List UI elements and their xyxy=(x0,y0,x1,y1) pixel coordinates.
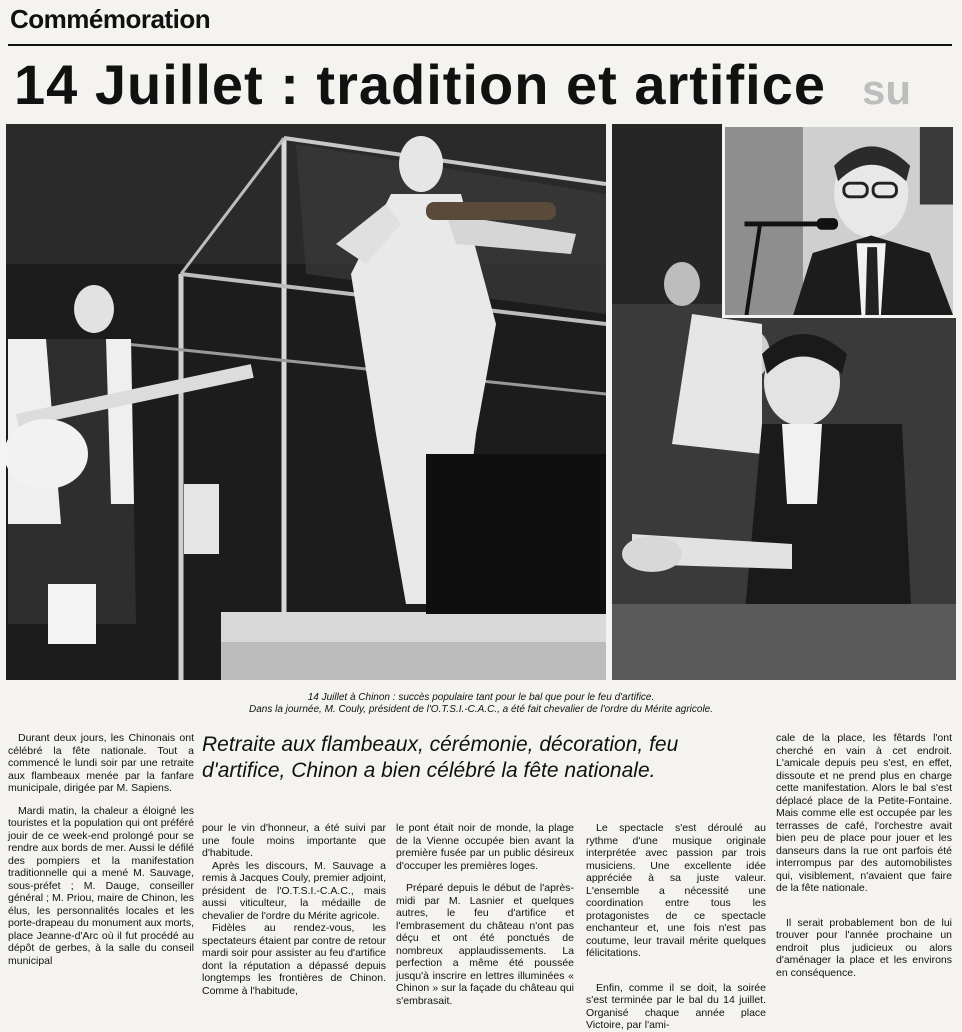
paragraph: le pont était noir de monde, la plage de la Vienne occupée bien avant la première fusée par un public désireux d'occuper les premières loges. xyxy=(396,822,574,872)
article-column-5 xyxy=(776,732,952,979)
headline: 14 Juillet : tradition et artifice xyxy=(14,53,826,116)
paragraph: pour le vin d'honneur, a été suivi par une foule moins importante que d'habitude. xyxy=(202,822,386,859)
paragraph: Fidèles au rendez-vous, les spectateurs étaient par contre de retour mardi soir pour assister au feu d'artifice dont la réputation a dépassé depuis longtemps les frontières de Chinon. Comme à l'habitude, xyxy=(202,922,386,997)
section-rule xyxy=(8,44,952,46)
article-column-3 xyxy=(396,822,574,1007)
article-column-1 xyxy=(8,732,194,967)
bleed-through-text: su xyxy=(862,66,912,113)
paragraph: Enfin, comme il se doit, la soirée s'est terminée par le bal du 14 juillet. Organisé chaque année place Victoire, par l'ami- xyxy=(586,981,766,1031)
paragraph: Durant deux jours, les Chinonais ont célébré la fête nationale. Tout a commencé le lundi soir par une retraite aux flambeaux menée par la fanfare municipale, dirigée par M. Sapiens. xyxy=(8,732,194,794)
article-column-4 xyxy=(586,822,766,1032)
photo-icon xyxy=(6,124,606,680)
paragraph: Le spectacle s'est déroulé au rythme d'une musique originale interprétée avec passion par trois musiciens. Une excellente idée appréciée à sa juste valeur. L'ensemble a nécessité une coordination entre tous les protagonistes de ce spectacle enchanteur et, une fois n'est pas coutume, leur travail mérite quelques félicitations. xyxy=(586,822,766,959)
article-column-2 xyxy=(202,822,386,997)
photo-caption-line1: 14 Juillet à Chinon : succès populaire tant pour le bal que pour le feu d'artifice. xyxy=(307,692,655,703)
paragraph: Préparé depuis le début de l'après-midi par M. Lasnier et quelques autres, le feu d'artifice et l'embrasement du château n'ont pas déçu et ont été ponctués de nombreux applaudissements. La perfection a même été poussée jusqu'à inscrire en lettres illuminées « Chinon » sur la façade du château qui s'embrasait. xyxy=(396,882,574,1007)
photo-stage-musicians xyxy=(6,124,606,680)
photo-caption-line2: Dans la journée, M. Couly, président de l'O.T.S.I.-C.A.C., a été fait chevalier de l'ordre du Mérite agricole. xyxy=(248,704,714,715)
paragraph: cale de la place, les fêtards l'ont cherché en vain à cet endroit. L'amicale depuis peu s'est, en effet, dissoute et ne prend plus en charge cette manifestation. Alors le bal s'est déplacé place de la Petite-Fontaine. Mais comme elle est occupée par les terrasses de café, l'orchestre avait bien peu de place pour jouer et les danseurs dans la rue ont parfois été interrompus par des automobilistes qui, visiblement, n'avaient que faire de la fête nationale. xyxy=(776,732,952,894)
photo-icon xyxy=(725,127,953,315)
section-rubric: Commémoration xyxy=(10,4,211,34)
paragraph: Il serait probablement bon de lui trouver pour l'année prochaine un endroit plus judicieux ou alors d'aménager la place et les environs en conséquence. xyxy=(776,916,952,979)
photo-president-microphone xyxy=(722,124,956,318)
paragraph: Après les discours, M. Sauvage a remis à Jacques Couly, premier adjoint, président de l'O.T.S.I.-C.A.C., mais aussi viticulteur, la médaille de chevalier de l'ordre du Mérite agricole. xyxy=(202,859,386,922)
article-deck: Retraite aux flambeaux, cérémonie, décoration, feu d'artifice, Chinon a bien célébré la fête nationale. xyxy=(202,733,679,782)
paragraph: Mardi matin, la chaleur a éloigné les touristes et la population qui ont préféré jouir de ce week-end prolongé pour se rendre aux bords de mer. Aussi le défilé des pompiers et la manifestation traditionnelle qui a mené M. Sauvage, sous-préfet ; M. Dauge, conseiller général ; M. Priou, maire de Chinon, les élus, les personnalités locales et les porte-drapeau du monument aux morts, place Jeanne-d'Arc où il fut procédé au dépôt de gerbes, à la salle du conseil municipal xyxy=(8,804,194,967)
